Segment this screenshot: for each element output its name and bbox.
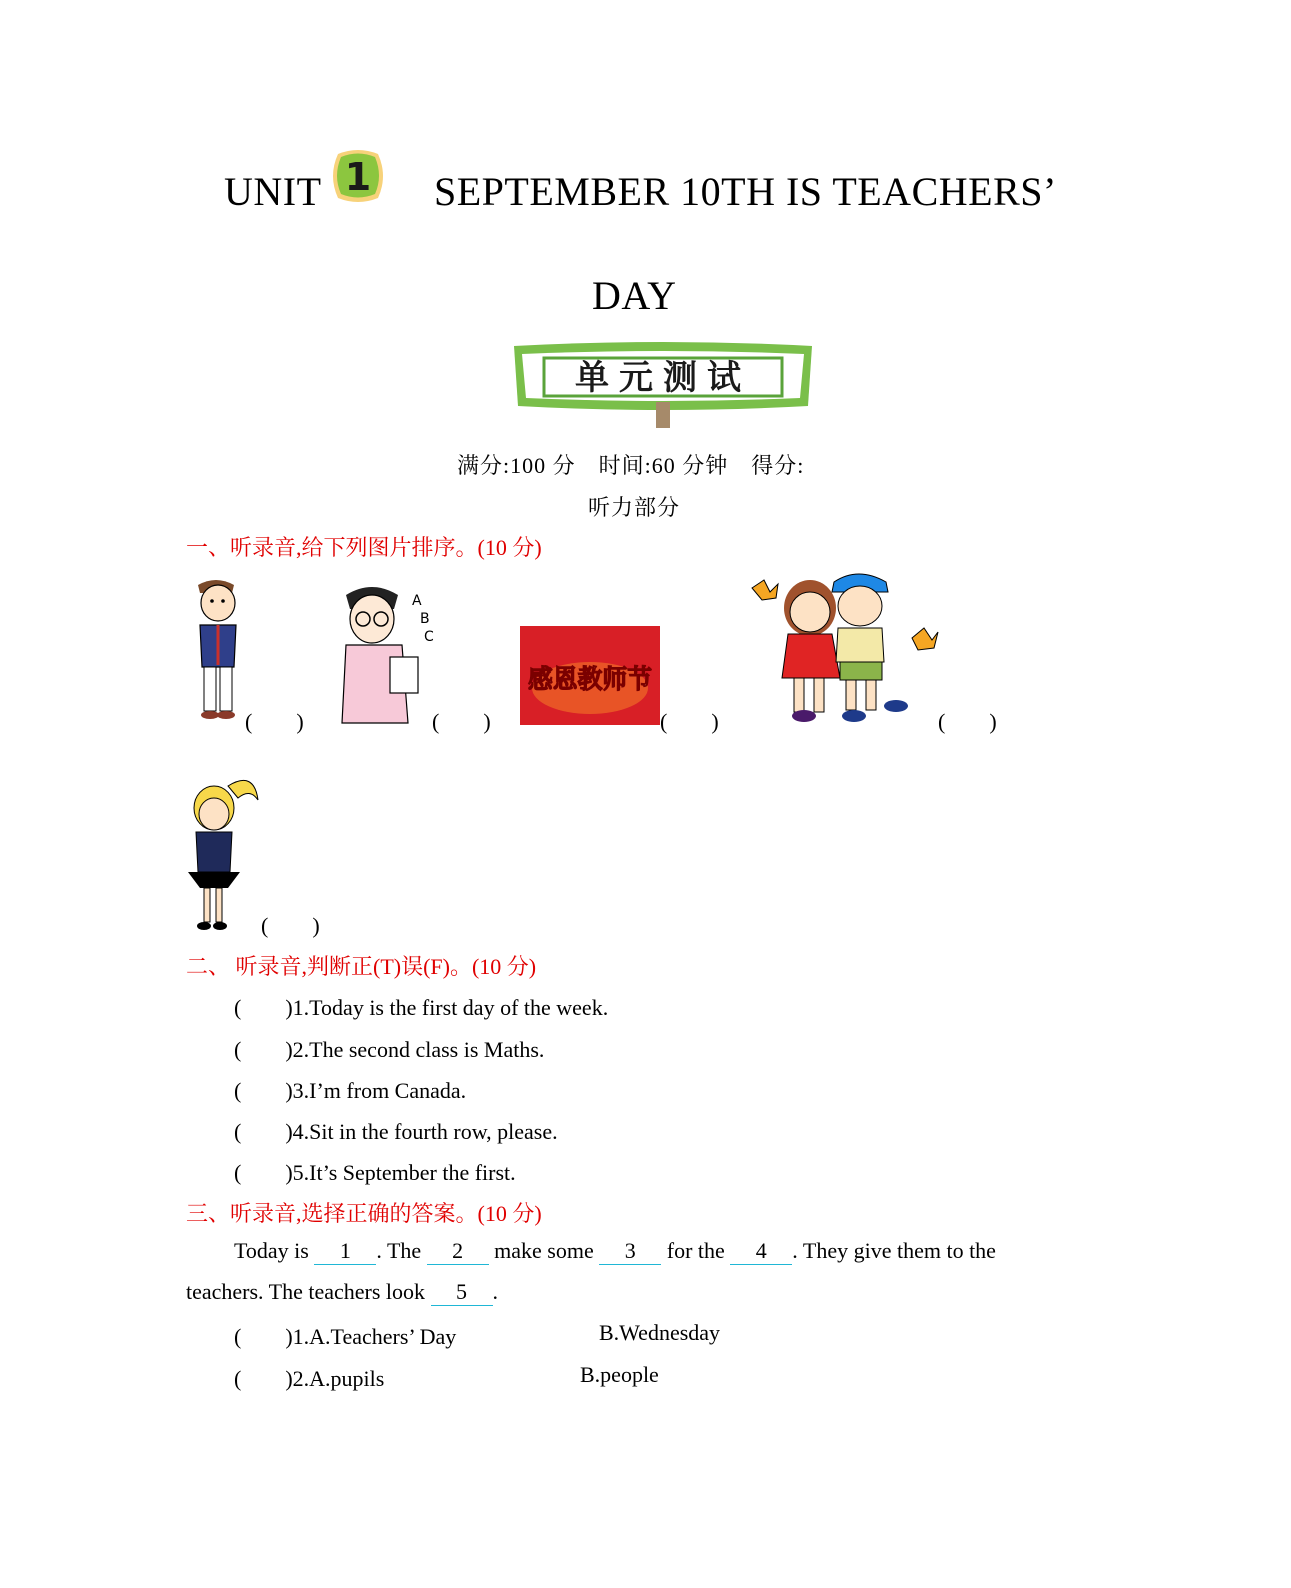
unit-number-text: 1 bbox=[344, 155, 372, 199]
cloze-blank-5[interactable]: 5 bbox=[431, 1279, 493, 1306]
order-blank-4[interactable]: ( ) bbox=[938, 709, 997, 734]
teachers-day-sign-picture bbox=[520, 626, 660, 725]
tf-item-4[interactable]: ( )4.Sit in the fourth row, please. bbox=[234, 1119, 558, 1144]
svg-text:B: B bbox=[420, 611, 430, 627]
order-blank-1[interactable]: ( ) bbox=[245, 709, 304, 734]
tf-item-2[interactable]: ( )2.The second class is Maths. bbox=[234, 1037, 545, 1062]
order-blank-2[interactable]: ( ) bbox=[432, 709, 491, 734]
tf-item-5[interactable]: ( )5.It’s September the first. bbox=[234, 1160, 516, 1185]
choice-2-option-a[interactable]: ( )2.A.pupils bbox=[234, 1366, 385, 1391]
teachers-day-sign-text: 感恩教师节 bbox=[528, 665, 652, 695]
choice-1-option-b[interactable]: B.Wednesday bbox=[599, 1320, 721, 1345]
cloze-passage-line2 bbox=[186, 1279, 498, 1306]
order-blank-5[interactable]: ( ) bbox=[261, 913, 320, 938]
score-line: 满分:100 分 时间:60 分钟 得分: bbox=[457, 453, 805, 478]
listening-heading: 听力部分 bbox=[588, 495, 681, 520]
boy-in-uniform-picture bbox=[186, 575, 246, 725]
passage-text: teachers. The teachers look bbox=[186, 1279, 431, 1304]
cloze-passage-line1 bbox=[234, 1238, 996, 1265]
banner-text: 单元测试 bbox=[575, 358, 751, 398]
svg-text:A: A bbox=[412, 593, 422, 609]
section3-heading: 三、听录音,选择正确的答案。(10 分) bbox=[186, 1201, 542, 1226]
choice-2-option-b[interactable]: B.people bbox=[580, 1362, 659, 1387]
girl-with-ponytail-picture bbox=[184, 776, 264, 932]
passage-text: . They give them to the bbox=[792, 1238, 996, 1263]
cloze-blank-4[interactable]: 4 bbox=[730, 1238, 792, 1265]
unit-test-banner bbox=[508, 340, 818, 432]
unit-number-badge bbox=[328, 146, 388, 206]
passage-text: . bbox=[492, 1279, 499, 1304]
section1-heading: 一、听录音,给下列图片排序。(10 分) bbox=[186, 535, 542, 560]
cloze-blank-3[interactable]: 3 bbox=[599, 1238, 661, 1265]
teacher-with-book-picture bbox=[332, 583, 436, 725]
tf-item-3[interactable]: ( )3.I’m from Canada. bbox=[234, 1078, 467, 1103]
passage-text: for the bbox=[661, 1238, 731, 1263]
section2-heading: 二、 听录音,判断正(T)误(F)。(10 分) bbox=[186, 954, 537, 979]
passage-text: . The bbox=[376, 1238, 427, 1263]
title-line1: SEPTEMBER 10TH IS TEACHERS’ bbox=[434, 169, 1057, 214]
title-unit-word: UNIT bbox=[224, 169, 322, 214]
cloze-blank-1[interactable]: 1 bbox=[314, 1238, 376, 1265]
order-blank-3[interactable]: ( ) bbox=[660, 709, 719, 734]
two-children-picture bbox=[748, 566, 940, 726]
svg-text:C: C bbox=[424, 629, 434, 645]
tf-item-1[interactable]: ( )1.Today is the first day of the week. bbox=[234, 995, 609, 1020]
passage-text: make some bbox=[488, 1238, 600, 1263]
title-line2: DAY bbox=[592, 273, 677, 318]
passage-text: Today is bbox=[234, 1238, 315, 1263]
cloze-blank-2[interactable]: 2 bbox=[427, 1238, 489, 1265]
choice-1-option-a[interactable]: ( )1.A.Teachers’ Day bbox=[234, 1324, 457, 1349]
